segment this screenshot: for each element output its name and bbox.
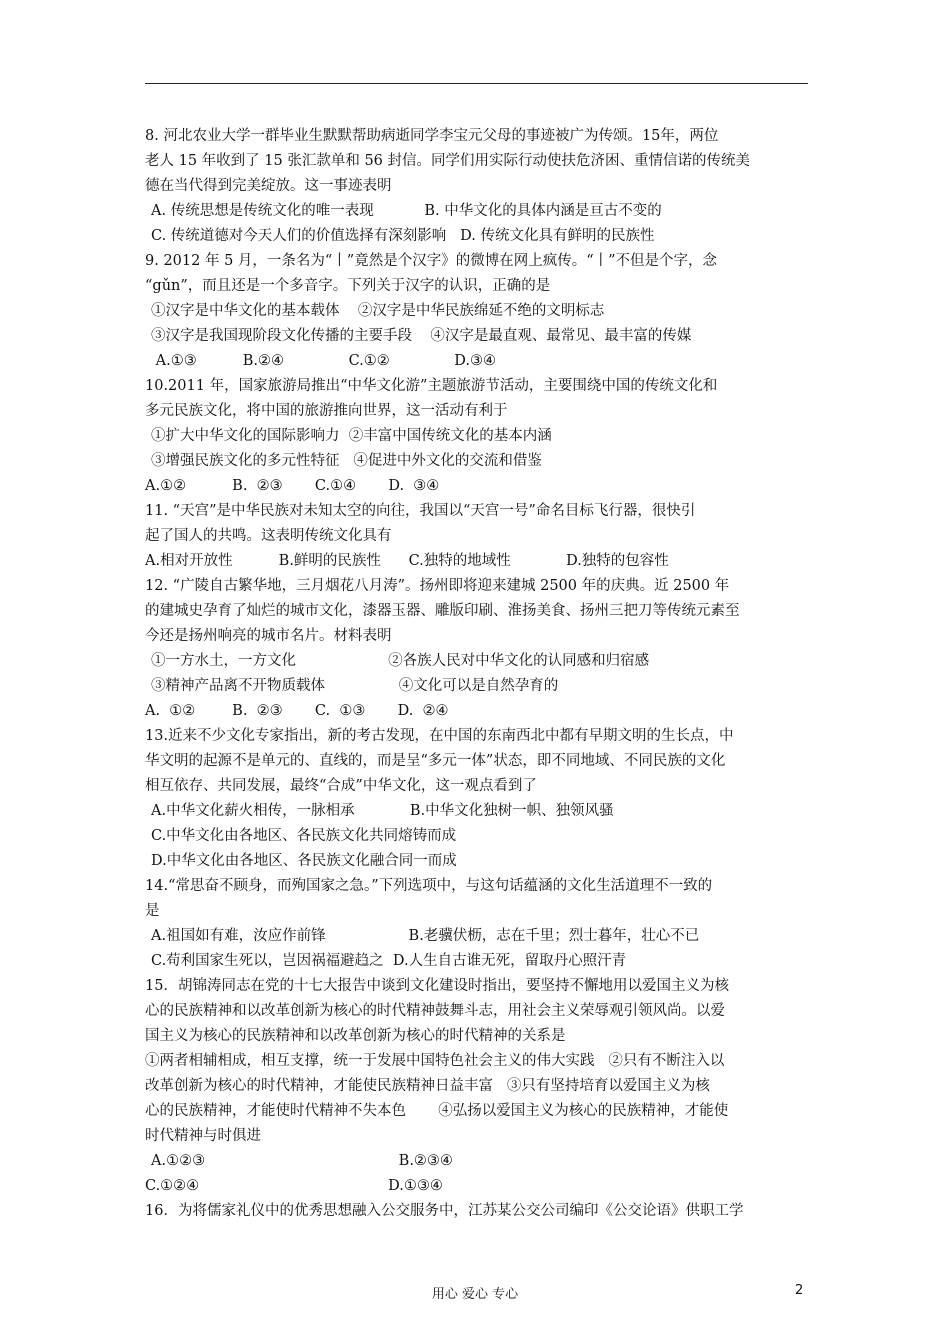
page-number: 2 xyxy=(795,1283,804,1298)
text-line: A.相对开放性 B.鲜明的民族性 C.独特的地域性 D.独特的包容性 xyxy=(145,553,669,569)
text-line: A.①③ B.②④ C.①② D.③④ xyxy=(151,353,496,369)
text-line: 时代精神与时俱进 xyxy=(145,1128,261,1144)
text-line: ③增强民族文化的多元性特征 ④促进中外文化的交流和借鉴 xyxy=(151,453,542,469)
text-line: 起了国人的共鸣。这表明传统文化具有 xyxy=(145,528,392,544)
text-line: “gǔn”，而且还是一个多音字。下列关于汉字的认识，正确的是 xyxy=(145,278,551,294)
text-line: A.①② B. ②③ C.①④ D. ③④ xyxy=(145,478,440,494)
text-line: 是 xyxy=(145,903,160,919)
question-text xyxy=(145,124,810,1224)
text-line: A. 传统思想是传统文化的唯一表现 B. 中华文化的具体内涵是亘古不变的 xyxy=(151,203,662,219)
text-line: 心的民族精神和以改革创新为核心的时代精神鼓舞斗志，用社会主义荣辱观引领风尚。以爱 xyxy=(145,1003,725,1019)
text-line: ①两者相辅相成，相互支撑，统一于发展中国特色社会主义的伟大实践 ②只有不断注入以 xyxy=(145,1053,725,1069)
footer-slogan: 用心 爱心 专心 xyxy=(431,1287,519,1302)
text-line: C.①②④ D.①③④ xyxy=(145,1178,443,1194)
header-rule xyxy=(145,83,808,84)
text-line: ①一方水土，一方文化 ②各族人民对中华文化的认同感和归宿感 xyxy=(151,653,650,669)
text-line: A.祖国如有难，汝应作前锋 B.老骥伏枥，志在千里；烈士暮年，壮心不已 xyxy=(151,928,700,944)
text-line: 国主义为核心的民族精神和以改革创新为核心的时代精神的关系是 xyxy=(145,1028,566,1044)
text-line: ③汉字是我国现阶段文化传播的主要手段 ④汉字是最直观、最常见、最丰富的传媒 xyxy=(151,328,692,344)
text-line: 8. 河北农业大学一群毕业生默默帮助病逝同学李宝元父母的事迹被广为传颂。15年，两位 xyxy=(145,128,719,144)
text-line: A.中华文化薪火相传，一脉相承 B.中华文化独树一帜、独领风骚 xyxy=(151,803,614,819)
text-line: 12. “广陵自古繁华地，三月烟花八月涛”。扬州即将迎来建城 2500 年的庆典。近 2500 年 xyxy=(145,578,730,594)
text-line: 相互依存、共同发展，最终“合成”中华文化，这一观点看到了 xyxy=(145,778,537,794)
text-line: 11. “天宫”是中华民族对未知太空的向往，我国以“天宫一号”命名目标飞行器，很快引 xyxy=(145,503,696,519)
text-line: 多元民族文化，将中国的旅游推向世界，这一活动有利于 xyxy=(145,403,508,419)
text-line: C. 传统道德对今天人们的价值选择有深刻影响 D. 传统文化具有鲜明的民族性 xyxy=(151,228,655,244)
text-line: 华文明的起源不是单元的、直线的，而是呈“多元一体”状态，即不同地域、不同民族的文化 xyxy=(145,753,726,769)
text-line: C.苟利国家生死以，岂因祸福避趋之 D.人生自古谁无死，留取丹心照汗青 xyxy=(151,953,627,969)
text-line: ①扩大中华文化的国际影响力 ②丰富中国传统文化的基本内涵 xyxy=(151,428,552,444)
text-line: 13.近来不少文化专家指出，新的考古发现，在中国的东南西北中都有早期文明的生长点，中 xyxy=(145,728,734,744)
text-line: C.中华文化由各地区、各民族文化共同熔铸而成 xyxy=(151,828,457,844)
text-line: 15．胡锦涛同志在党的十七大报告中谈到文化建设时指出，要坚持不懈地用以爱国主义为核 xyxy=(145,978,729,994)
text-line: 德在当代得到完美绽放。这一事迹表明 xyxy=(145,178,392,194)
text-line: 16．为将儒家礼仪中的优秀思想融入公交服务中，江苏某公交公司编印《公交论语》供职工学 xyxy=(145,1203,744,1219)
text-line: 14.“常思奋不顾身，而殉国家之急。”下列选项中，与这句话蕴涵的文化生活道理不一致的 xyxy=(145,878,713,894)
text-line: ③精神产品离不开物质载体 ④文化可以是自然孕育的 xyxy=(151,678,559,694)
text-line: 今还是扬州响亮的城市名片。材料表明 xyxy=(145,628,392,644)
text-line: 的建城史孕育了灿烂的城市文化，漆器玉器、雕版印刷、淮扬美食、扬州三把刀等传统元素至 xyxy=(145,603,740,619)
text-line: D.中华文化由各地区、各民族文化融合同一而成 xyxy=(151,853,457,869)
text-line: 10.2011 年，国家旅游局推出“中华文化游”主题旅游节活动，主要围绕中国的传统文化和 xyxy=(145,378,718,394)
text-line: ①汉字是中华文化的基本载体 ②汉字是中华民族绵延不绝的文明标志 xyxy=(151,303,605,319)
text-line: A.①②③ B.②③④ xyxy=(151,1153,453,1169)
text-line: 改革创新为核心的时代精神，才能使民族精神日益丰富 ③只有坚持培育以爱国主义为核 xyxy=(145,1078,710,1094)
text-line: 心的民族精神，才能使时代精神不失本色 ④弘扬以爱国主义为核心的民族精神，才能使 xyxy=(145,1103,729,1119)
text-line: 9. 2012 年 5 月，一条名为“丨”竟然是个汉字》的微博在网上疯传。“丨”不但是个字，念 xyxy=(145,253,718,269)
text-line: 老人 15 年收到了 15 张汇款单和 56 封信。同学们用实际行动使扶危济困、重情信诺的传统美 xyxy=(145,153,751,169)
text-line: A. ①② B. ②③ C. ①③ D. ②④ xyxy=(145,703,449,719)
